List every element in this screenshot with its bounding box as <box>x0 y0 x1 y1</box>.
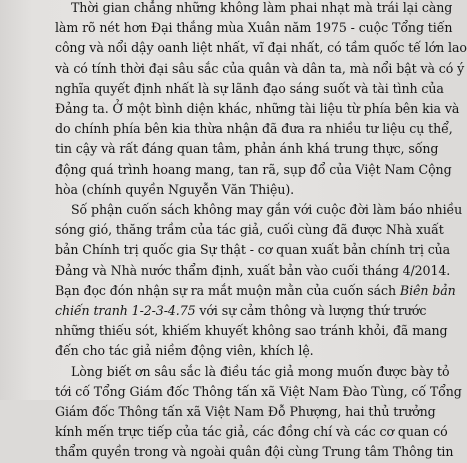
text-line: nghĩa quyết định nhất là sự lãnh đạo sáng suốt và tài tình của <box>55 80 444 96</box>
text-line: Thời gian chẳng những không làm phai nhạt mà trái lại càng <box>71 0 453 15</box>
text-line: công và nổi dậy oanh liệt nhất, vĩ đại nhất, có tầm quốc tế lớn lao <box>55 40 467 56</box>
text-line: do chính phía bên kia thừa nhận đã đưa ra nhiều tư liệu cụ thể, <box>55 121 453 137</box>
text-line: làm rõ nét hơn Đại thắng mùa Xuân năm 1975 - cuộc Tổng tiến <box>55 20 453 36</box>
text-line: và có tính thời đại sâu sắc của quân và dân ta, mà nổi bật và có ý <box>55 60 465 76</box>
page-text <box>55 0 467 463</box>
text-line: Đảng ta. Ở một bình diện khác, những tài liệu từ phía bên kia và <box>55 101 460 117</box>
text-line: động quá trình hoang mang, tan rã, sụp đổ của Việt Nam Cộng <box>55 161 452 177</box>
text-line: hòa (chính quyền Nguyễn Văn Thiệu). <box>55 181 295 197</box>
text-line: Đảng và Nhà nước thẩm định, xuất bản vào cuối tháng 4/2014. <box>55 262 451 278</box>
text-line: bản Chính trị quốc gia Sự thật - cơ quan xuất bản chính trị của <box>55 242 451 258</box>
text-segment: với sự cảm thông và lượng thứ trước <box>195 303 427 319</box>
text-line: kính mến trực tiếp của tác giả, các đồng chí và các cơ quan có <box>55 424 448 440</box>
text-line <box>55 301 427 321</box>
text-segment: Bạn đọc đón nhận sự ra mắt muộn mằn của cuốn sách <box>55 282 400 298</box>
paragraph-2 <box>55 200 463 362</box>
text-line: Lòng biết ơn sâu sắc là điều tác giả mong muốn được bày tỏ <box>71 363 450 379</box>
text-line: những thiếu sót, khiếm khuyết không sao tránh khỏi, đã mang <box>55 323 448 339</box>
text-line: đến cho tác giả niềm động viên, khích lệ. <box>55 343 314 359</box>
text-line: sóng gió, thăng trầm của tác giả, cuối cùng đã được Nhà xuất <box>55 222 444 238</box>
book-title-italic: chiến tranh 1-2-3-4.75 <box>55 303 196 319</box>
text-line: Số phận cuốn sách không may gắn với cuộc đời làm báo nhiều <box>71 202 463 218</box>
paragraph-3 <box>55 362 462 463</box>
text-line: Giám đốc Thông tấn xã Việt Nam Đỗ Phượng, hai thủ trưởng <box>55 404 436 420</box>
book-title-italic: Biên bản <box>399 282 456 298</box>
paragraph-1 <box>55 0 467 200</box>
text-line <box>55 281 456 301</box>
text-line: tin cậy và rất đáng quan tâm, phản ánh khá trung thực, sống <box>55 141 439 157</box>
text-line: tới cố Tổng Giám đốc Thông tấn xã Việt Nam Đào Tùng, cố Tổng <box>55 383 462 399</box>
text-line: thẩm quyền trong và ngoài quân đội cùng Trung tâm Thông tin <box>55 444 454 460</box>
